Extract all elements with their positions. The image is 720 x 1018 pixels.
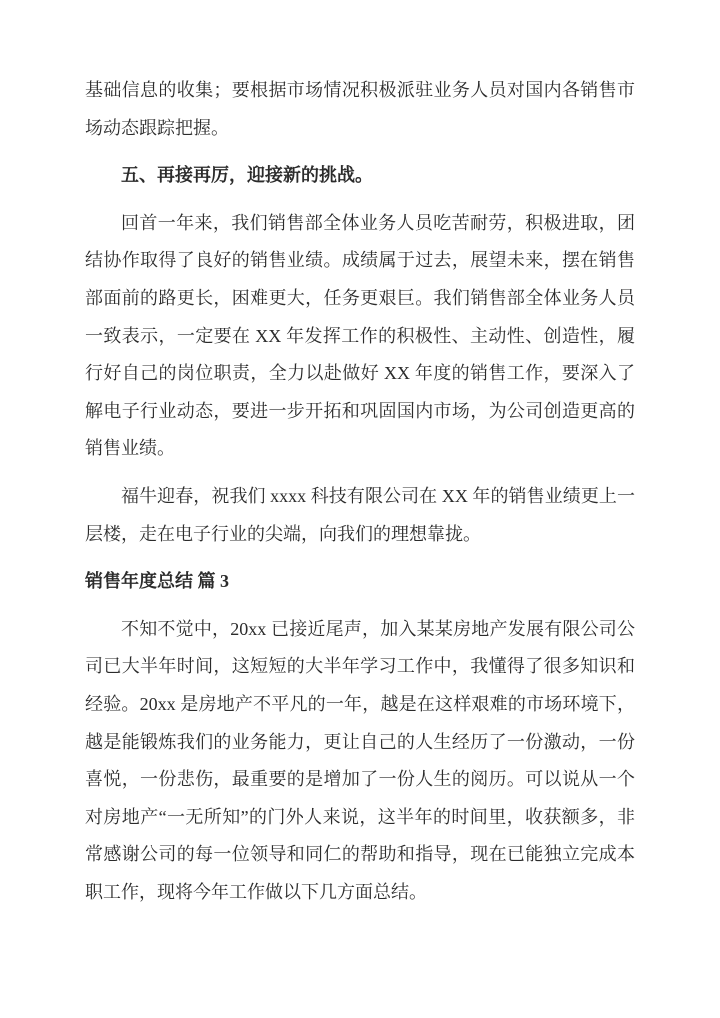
paragraph-new-year-wish: 福牛迎春，祝我们 xxxx 科技有限公司在 XX 年的销售业绩更上一层楼，走在电子行业的尖端，向我们的理想靠拢。 <box>85 485 635 544</box>
paragraph-review-year: 回首一年来，我们销售部全体业务人员吃苦耐劳，积极进取，团结协作取得了良好的销售业绩。成绩属于过去，展望未来，摆在销售部面前的路更长，困难更大，任务更艰巨。我们销售部全体业务人员一致表示，一定要在 XX 年发挥工作的积极性、主动性、创造性，履行好自己的岗位职责，全力以赴做好 XX 年度的销售工作，要深入了解电子行业动态，要进一步开拓和巩固国内市场，为公司创造更高的销售业绩。 <box>85 212 635 459</box>
section-heading-part-3: 销售年度总结 篇 3 <box>85 571 229 592</box>
document-body <box>85 72 635 921</box>
paragraph-real-estate-summary: 不知不觉中，20xx 已接近尾声，加入某某房地产发展有限公司公司已大半年时间，这短短的大半年学习工作中，我懂得了很多知识和经验。20xx 是房地产不平凡的一年，越是在这样艰难的市场环境下，越是能锻炼我们的业务能力，更让自己的人生经历了一份激动，一份喜悦，一份悲伤，最重要的是增加了一份人生的阅历。可以说从一个对房地产“一无所知”的门外人来说，这半年的时间里，收获额多，非常感谢公司的每一位领导和同仁的帮助和指导，现在已能独立完成本职工作，现将今年工作做以下几方面总结。 <box>85 618 635 902</box>
section-heading-five: 五、再接再厉，迎接新的挑战。 <box>121 165 373 186</box>
paragraph-continuation: 基础信息的收集；要根据市场情况积极派驻业务人员对国内各销售市场动态跟踪把握。 <box>85 80 635 138</box>
